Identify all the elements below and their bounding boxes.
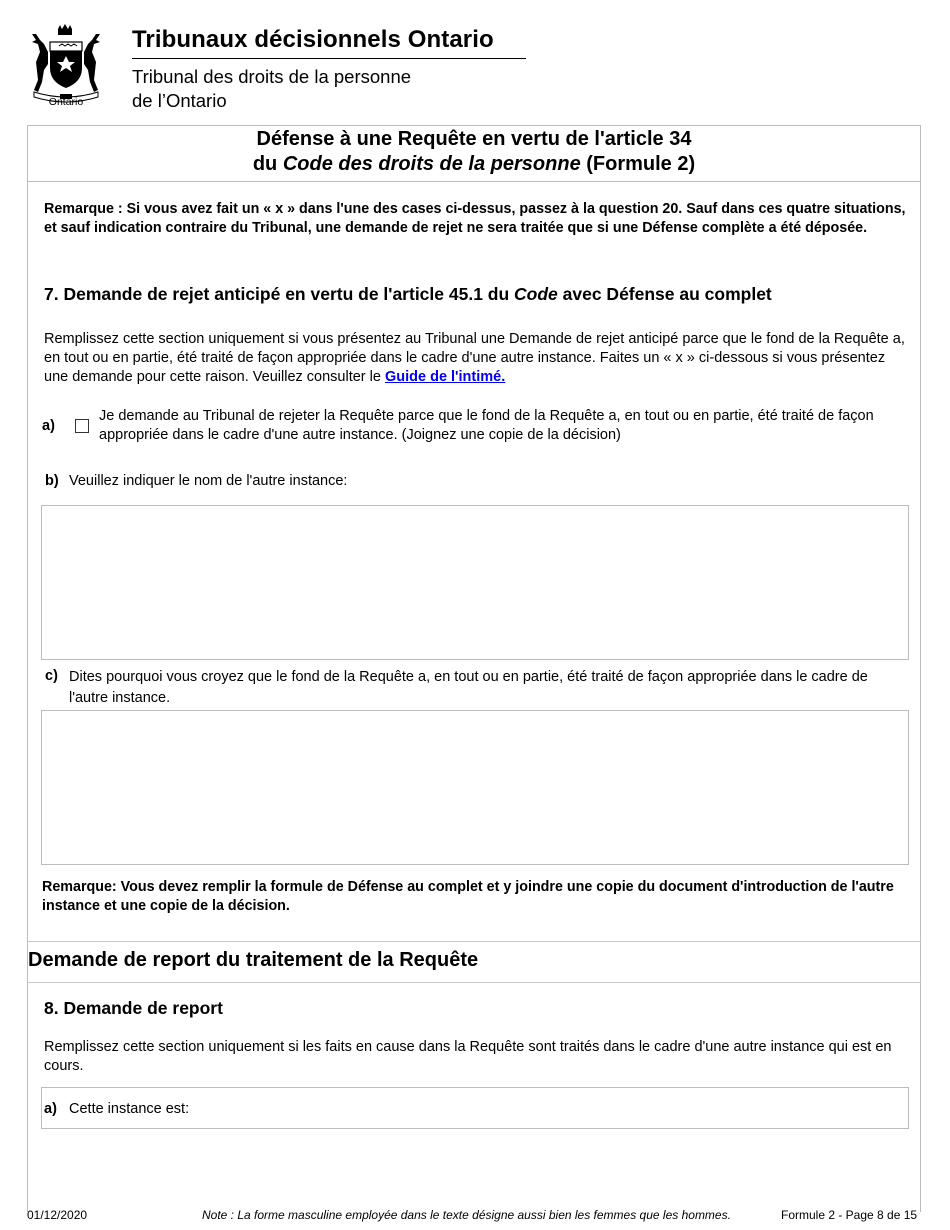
organization-subtitle bbox=[132, 65, 411, 113]
footer-note: Note : La forme masculine employée dans le texte désigne aussi bien les femmes que les hommes. bbox=[202, 1208, 731, 1222]
section-8-heading: 8. Demande de report bbox=[44, 998, 223, 1018]
reasons-field[interactable] bbox=[41, 710, 909, 865]
section-7-intro-text: Remplissez cette section uniquement si vous présentez au Tribunal une Demande de rejet anticipé parce que le fond de la Requête a, en tout ou en partie, été traité de façon appropriée dans le cadre d'une autre instance. Faites un « x » ci-dessous si vous présentez une demande pour cette raison. Veuillez consulter le bbox=[44, 331, 905, 385]
dismissal-request-checkbox[interactable] bbox=[75, 419, 89, 433]
proceeding-input[interactable] bbox=[200, 1091, 900, 1125]
footer-page-number: Formule 2 - Page 8 de 15 bbox=[781, 1208, 918, 1222]
form-title-line2-suffix: (Formule 2) bbox=[580, 153, 696, 175]
title-rule bbox=[132, 58, 526, 59]
form-title-line2-prefix: du bbox=[252, 153, 283, 175]
organization-title: Tribunaux décisionnels Ontario bbox=[132, 26, 494, 53]
top-note: Remarque : Si vous avez fait un « x » dans l'une des cases ci-dessus, passez à la question 20. Sauf dans ces quatre situations, et sauf indication contraire du Tribunal, une demande de rejet ne sera traitée que si une Défense complète a été déposée. bbox=[44, 201, 906, 236]
other-proceeding-name-field[interactable] bbox=[41, 505, 909, 660]
item-8a-label: a) bbox=[44, 1101, 57, 1117]
code-title-italic: Code des droits de la personne bbox=[282, 153, 581, 175]
form-title-line2 bbox=[27, 152, 921, 177]
item-7a-label: a) bbox=[42, 418, 55, 434]
item-8a-text: Cette instance est: bbox=[69, 1101, 190, 1117]
item-7c-text: Dites pourquoi vous croyez que le fond de la Requête a, en tout ou en partie, été traité de façon appropriée dans le cadre de l'autre instance. bbox=[69, 669, 868, 706]
deferral-section-header: Demande de report du traitement de la Requête bbox=[28, 949, 479, 971]
item-7c-label: c) bbox=[45, 668, 58, 684]
footer-date: 01/12/2020 bbox=[27, 1208, 88, 1222]
organization-subtitle-line1: Tribunal des droits de la personne bbox=[132, 66, 412, 87]
item-7a-text: Je demande au Tribunal de rejeter la Requête parce que le fond de la Requête a, en tout ou en partie, été traité de façon appropriée dans le cadre d'une autre instance. (Joignez une copie de la décision) bbox=[99, 408, 874, 443]
section-7-heading-prefix: 7. Demande de rejet anticipé en vertu de l'article 45.1 du bbox=[44, 284, 515, 304]
section-7-bottom-note: Remarque: Vous devez remplir la formule de Défense au complet et y joindre une copie du document d'introduction de l'autre instance et une copie de la décision. bbox=[42, 879, 894, 914]
organization-subtitle-line2: de l’Ontario bbox=[132, 90, 227, 111]
section-7-heading-suffix: avec Défense au complet bbox=[557, 284, 772, 304]
section-7-heading-italic: Code bbox=[514, 284, 558, 304]
logo-caption: Ontario bbox=[48, 96, 84, 108]
item-7b-label: b) bbox=[45, 473, 59, 489]
item-7b-text: Veuillez indiquer le nom de l'autre instance: bbox=[69, 473, 348, 489]
respondent-guide-link[interactable]: Guide de l'intimé. bbox=[384, 369, 506, 385]
form-title-line1: Défense à une Requête en vertu de l'article 34 bbox=[256, 128, 692, 150]
divider bbox=[27, 982, 921, 983]
section-7-intro bbox=[44, 330, 908, 387]
form-title bbox=[27, 125, 921, 182]
section-8-intro: Remplissez cette section uniquement si les faits en cause dans la Requête sont traités dans le cadre d'une autre instance qui est en cours. bbox=[44, 1039, 892, 1074]
divider bbox=[27, 941, 921, 942]
section-7-heading bbox=[44, 284, 914, 305]
